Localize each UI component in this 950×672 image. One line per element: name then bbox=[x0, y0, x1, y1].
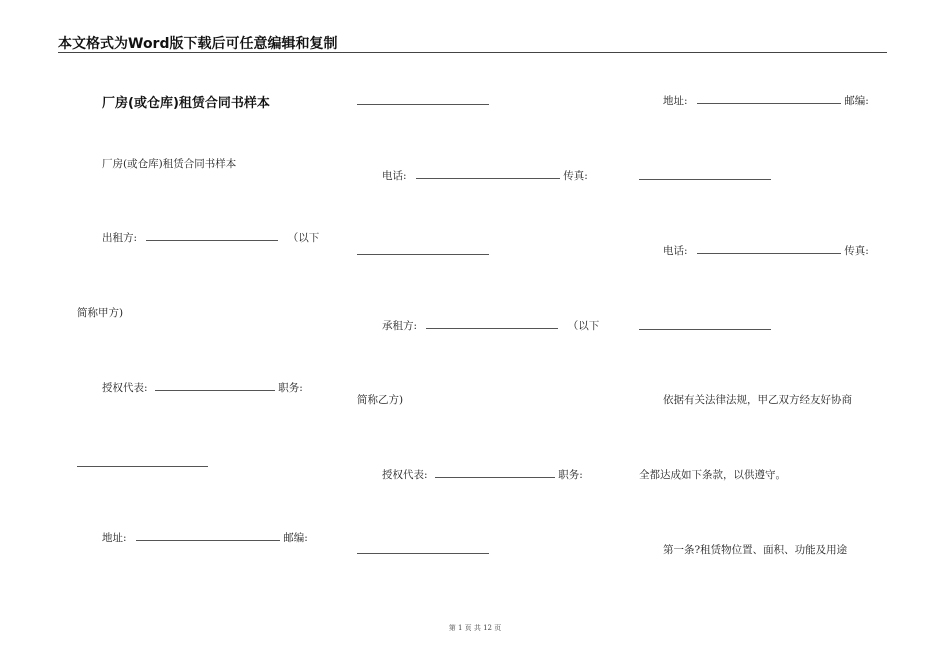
party-a-note: 简称甲方) bbox=[77, 307, 124, 319]
rep-label: 授权代表: bbox=[382, 469, 428, 481]
party-b-note: 简称乙方) bbox=[357, 394, 404, 406]
address-blank bbox=[697, 94, 841, 104]
lessee-blank bbox=[426, 319, 558, 329]
phone-blank bbox=[416, 169, 560, 179]
law-paragraph: 依据有关法律法规，甲乙双方经友好协商 bbox=[663, 394, 852, 406]
lessor-line bbox=[102, 230, 319, 245]
position-label: 职务: bbox=[558, 469, 583, 481]
page-footer: 第 1 页 共 12 页 bbox=[448, 624, 502, 632]
position-label: 职务: bbox=[278, 382, 303, 394]
postcode-blank bbox=[639, 179, 771, 180]
fax-label: 传真: bbox=[844, 245, 869, 257]
phone-label: 电话: bbox=[382, 170, 407, 182]
lessor-blank bbox=[146, 231, 278, 241]
lessor-phone-line bbox=[382, 168, 588, 183]
document-title: 厂房(或仓库)租赁合同书样本 bbox=[102, 96, 270, 111]
lessor-address-line bbox=[102, 530, 308, 545]
position-blank bbox=[357, 553, 489, 554]
article-1-heading: 第一条?租赁物位置、面积、功能及用途 bbox=[663, 544, 848, 556]
lessor-suffix: （以下 bbox=[287, 232, 320, 244]
address-label: 地址: bbox=[102, 532, 127, 544]
rep-blank bbox=[435, 468, 555, 478]
page-header-title: 本文格式为Word版下载后可任意编辑和复制 bbox=[58, 36, 338, 52]
address-blank bbox=[136, 531, 280, 541]
address-label: 地址: bbox=[663, 95, 688, 107]
lessee-line bbox=[382, 318, 599, 333]
rep-label: 授权代表: bbox=[102, 382, 148, 394]
fax-blank bbox=[639, 329, 771, 330]
phone-label: 电话: bbox=[663, 245, 688, 257]
agree-paragraph: 全都达成如下条款，以供遵守。 bbox=[639, 469, 786, 481]
lessor-label: 出租方: bbox=[102, 232, 138, 244]
lessee-suffix: （以下 bbox=[567, 320, 600, 332]
lessee-address-line bbox=[663, 93, 869, 108]
header-rule bbox=[58, 52, 887, 53]
document-subtitle: 厂房(或仓库)租赁合同书样本 bbox=[102, 158, 237, 170]
postcode-blank bbox=[357, 104, 489, 105]
rep-blank bbox=[155, 381, 275, 391]
fax-blank bbox=[357, 254, 489, 255]
lessee-phone-line bbox=[663, 243, 869, 258]
postcode-label: 邮编: bbox=[283, 532, 308, 544]
position-blank bbox=[77, 466, 208, 467]
fax-label: 传真: bbox=[563, 170, 588, 182]
phone-blank bbox=[697, 244, 841, 254]
lessor-rep-line bbox=[102, 380, 303, 395]
lessee-label: 承租方: bbox=[382, 320, 418, 332]
postcode-label: 邮编: bbox=[844, 95, 869, 107]
lessee-rep-line bbox=[382, 467, 583, 482]
